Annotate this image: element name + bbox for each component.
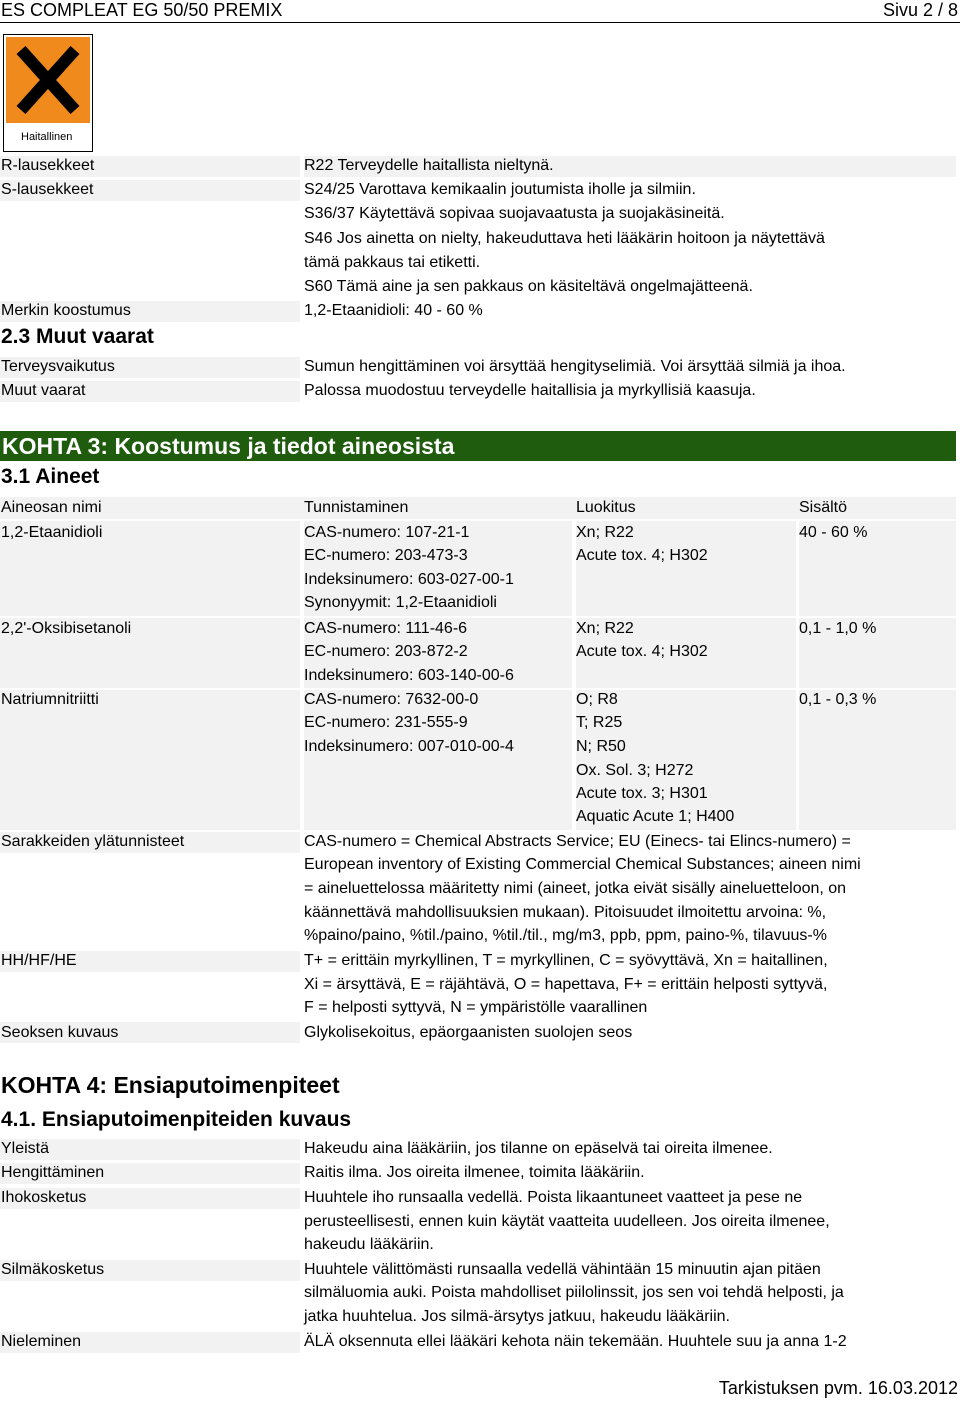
first-aid-label: Nieleminen xyxy=(1,1333,82,1350)
first-aid-label: Silmäkosketus xyxy=(1,1261,105,1278)
notes-line: F = helposti syttyvä, N = ympäristölle vaarallinen xyxy=(304,999,648,1016)
notes-label: Seoksen kuvaus xyxy=(1,1024,119,1041)
s-phrase-line: tämä pakkaus tai etiketti. xyxy=(304,254,481,271)
table-cell-ident: CAS-numero: 111-46-6 xyxy=(304,620,468,637)
col-header-class: Luokitus xyxy=(576,499,636,516)
table-cell-ident: Indeksinumero: 007-010-00-4 xyxy=(304,738,514,755)
table-cell-class: T; R25 xyxy=(576,714,623,731)
first-aid-text: hakeudu lääkäriin. xyxy=(304,1236,434,1253)
revision-date: Tarkistuksen pvm. 16.03.2012 xyxy=(718,1378,958,1398)
s-phrase-line: S46 Jos ainetta on nielty, hakeuduttava heti lääkärin hoitoon ja näytettävä xyxy=(304,230,825,247)
notes-line: T+ = erittäin myrkyllinen, T = myrkyllinen, C = syövyttävä, Xn = haitallinen, xyxy=(304,952,828,969)
notes-line: Glykolisekoitus, epäorgaanisten suolojen seos xyxy=(304,1024,633,1041)
muut-vaarat-label: Muut vaarat xyxy=(1,382,86,399)
notes-line: = aineluettelossa määritetty nimi (aineet, jotka eivät sisälly aineluetteloon, on xyxy=(304,880,847,897)
document-title: ES COMPLEAT EG 50/50 PREMIX xyxy=(1,0,283,20)
row-shade xyxy=(799,690,956,830)
table-cell-content: 0,1 - 1,0 % xyxy=(799,620,877,637)
first-aid-label: Hengittäminen xyxy=(1,1164,105,1181)
page-header xyxy=(0,0,960,23)
hazard-pictogram xyxy=(3,34,93,152)
col-header-name: Aineosan nimi xyxy=(1,499,102,516)
section-heading-4-1: 4.1. Ensiaputoimenpiteiden kuvaus xyxy=(1,1108,352,1131)
table-cell-ident: CAS-numero: 107-21-1 xyxy=(304,524,470,541)
first-aid-text: perusteellisesti, ennen kuin käytät vaatteita uudelleen. Jos oireita ilmenee, xyxy=(304,1213,830,1230)
table-cell-name: 2,2'-Oksibisetanoli xyxy=(1,620,132,637)
merkin-koostumus-label: Merkin koostumus xyxy=(1,302,131,319)
table-cell-ident: EC-numero: 203-872-2 xyxy=(304,643,468,660)
table-cell-class: Acute tox. 4; H302 xyxy=(576,643,708,660)
terveysvaikutus-label: Terveysvaikutus xyxy=(1,358,115,375)
col-header-content: Sisältö xyxy=(799,499,848,516)
r-phrases-text: R22 Terveydelle haitallista nieltynä. xyxy=(304,157,554,174)
s-phrases-label: S-lausekkeet xyxy=(1,181,94,198)
notes-line: %paino/paino, %til./paino, %til./til., mg/m3, ppb, ppm, paino-%, tilavuus-% xyxy=(304,927,827,944)
table-cell-ident: Synonyymit: 1,2-Etaanidioli xyxy=(304,594,497,611)
first-aid-text: Raitis ilma. Jos oireita ilmenee, toimita lääkäriin. xyxy=(304,1164,645,1181)
table-cell-name: 1,2-Etaanidioli xyxy=(1,524,103,541)
first-aid-text: Huuhtele iho runsaalla vedellä. Poista likaantuneet vaatteet ja pese ne xyxy=(304,1189,803,1206)
section-heading-4 xyxy=(1,1072,340,1099)
notes-line: CAS-numero = Chemical Abstracts Service; EU (Einecs- tai Elincs-numero) = xyxy=(304,833,851,850)
table-cell-class: Acute tox. 3; H301 xyxy=(576,785,708,802)
muut-vaarat-value: Palossa muodostuu terveydelle haitallisia ja myrkyllisiä kaasuja. xyxy=(304,382,756,399)
table-cell-class: Xn; R22 xyxy=(576,524,634,541)
first-aid-text: silmäluomia auki. Poista mahdolliset piilolinssit, jos sen voi tehdä helposti, ja xyxy=(304,1284,844,1301)
table-cell-ident: Indeksinumero: 603-140-00-6 xyxy=(304,667,514,684)
r-phrases-label: R-lausekkeet xyxy=(1,157,95,174)
notes-label: Sarakkeiden ylätunnisteet xyxy=(1,833,185,850)
section-heading-3-1: 3.1 Aineet xyxy=(1,465,100,488)
section-banner-3 xyxy=(0,431,956,461)
table-cell-ident: EC-numero: 203-473-3 xyxy=(304,547,468,564)
section-heading-4-text: KOHTA 4: Ensiaputoimenpiteet xyxy=(1,1072,340,1098)
first-aid-text: Huuhtele välittömästi runsaalla vedellä vähintään 15 minuutin ajan pitäen xyxy=(304,1261,821,1278)
table-cell-ident: EC-numero: 231-555-9 xyxy=(304,714,468,731)
table-cell-class: O; R8 xyxy=(576,691,618,708)
first-aid-text: Hakeudu aina lääkäriin, jos tilanne on epäselvä tai oireita ilmenee. xyxy=(304,1140,773,1157)
terveysvaikutus-value: Sumun hengittäminen voi ärsyttää hengityselimiä. Voi ärsyttää silmiä ja ihoa. xyxy=(304,358,846,375)
section-banner-3-text: KOHTA 3: Koostumus ja tiedot aineosista xyxy=(2,433,455,459)
first-aid-text: ÄLÄ oksennuta ellei lääkäri kehota näin tekemään. Huuhtele suu ja anna 1-2 xyxy=(304,1333,847,1350)
notes-line: käännettävä mahdollisuuksien mukaan). Pitoisuudet ilmoitettu arvoina: %, xyxy=(304,904,827,921)
first-aid-label: Yleistä xyxy=(1,1140,50,1157)
table-cell-name: Natriumnitriitti xyxy=(1,691,99,708)
pictogram-label: Haitallinen xyxy=(21,131,73,143)
first-aid-label: Ihokosketus xyxy=(1,1189,87,1206)
table-cell-class: N; R50 xyxy=(576,738,626,755)
section-heading-2-3: 2.3 Muut vaarat xyxy=(1,325,154,348)
s-phrase-line: S24/25 Varottava kemikaalin joutumista iholle ja silmiin. xyxy=(304,181,696,198)
notes-line: European inventory of Existing Commercial Chemical Substances; aineen nimi xyxy=(304,856,861,873)
row-shade xyxy=(304,690,572,830)
table-cell-class: Acute tox. 4; H302 xyxy=(576,547,708,564)
table-cell-content: 0,1 - 0,3 % xyxy=(799,691,877,708)
table-cell-class: Aquatic Acute 1; H400 xyxy=(576,808,735,825)
notes-line: Xi = ärsyttävä, E = räjähtävä, O = hapettava, F+ = erittäin helposti syttyvä, xyxy=(304,976,828,993)
page-number: Sivu 2 / 8 xyxy=(882,0,958,20)
table-cell-content: 40 - 60 % xyxy=(799,524,868,541)
first-aid-text: jatka huuhtelua. Jos silmä-ärsytys jatkuu, hakeudu lääkäriin. xyxy=(304,1308,730,1325)
merkin-koostumus-value: 1,2-Etaanidioli: 40 - 60 % xyxy=(304,302,483,319)
col-header-ident: Tunnistaminen xyxy=(304,499,409,516)
table-cell-class: Ox. Sol. 3; H272 xyxy=(576,762,694,779)
notes-label: HH/HF/HE xyxy=(1,952,77,969)
row-shade xyxy=(0,690,300,830)
table-cell-ident: CAS-numero: 7632-00-0 xyxy=(304,691,479,708)
s-phrase-line: S36/37 Käytettävä sopivaa suojavaatusta ja suojakäsineitä. xyxy=(304,205,725,222)
s-phrase-line: S60 Tämä aine ja sen pakkaus on käsiteltävä ongelmajätteenä. xyxy=(304,278,753,295)
table-cell-ident: Indeksinumero: 603-027-00-1 xyxy=(304,571,514,588)
table-cell-class: Xn; R22 xyxy=(576,620,634,637)
